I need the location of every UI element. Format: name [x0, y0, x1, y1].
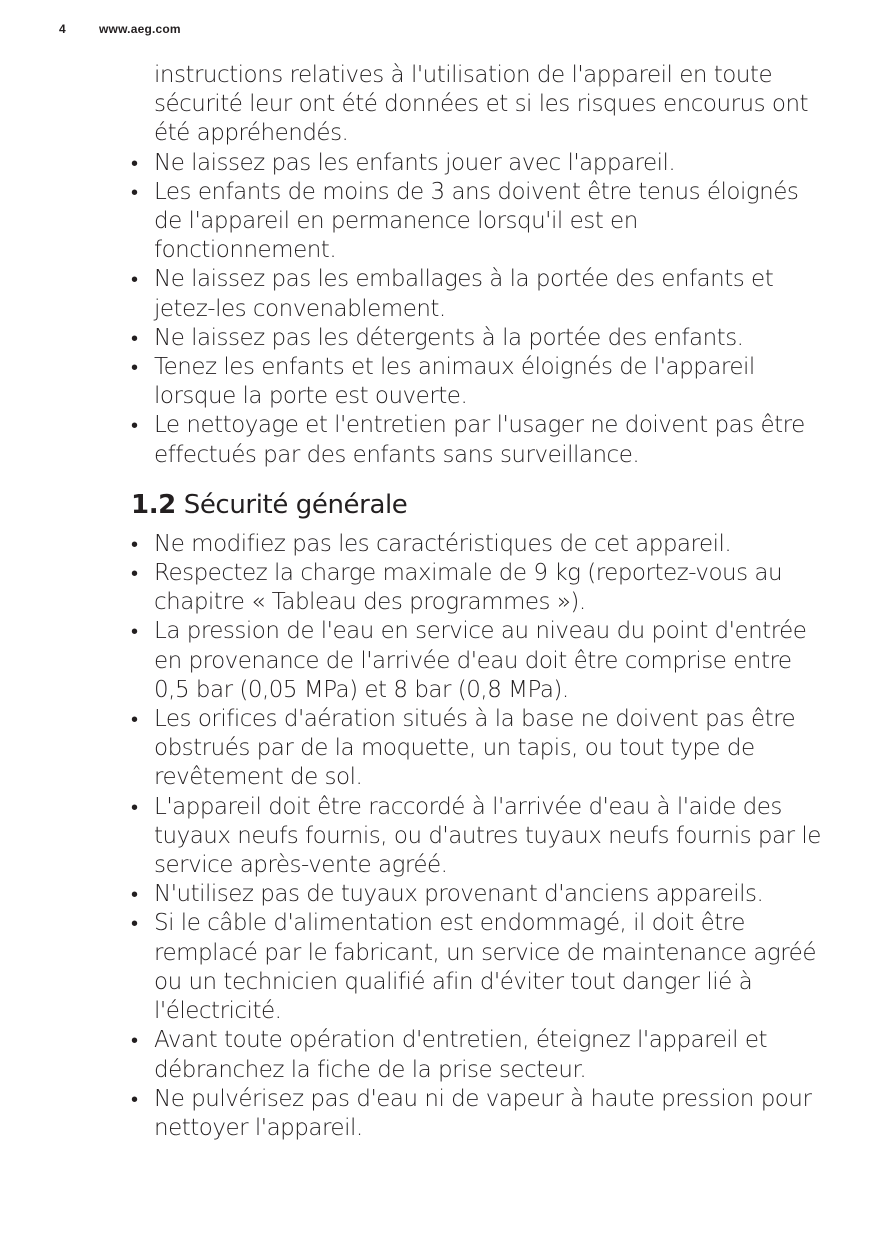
list-item: • Si le câble d'alimentation est endommagé, il doit être remplacé par le fabricant, un service de maintenance agréé ou un technicien qualifié afin d'éviter tout danger lié à l'électricité.	[131, 909, 821, 1026]
list-item: • Avant toute opération d'entretien, éteignez l'appareil et débranchez la fiche de la prise secteur.	[131, 1026, 821, 1084]
page-header	[59, 22, 181, 36]
list-item: • L'appareil doit être raccordé à l'arrivée d'eau à l'aide des tuyaux neufs fournis, ou d'autres tuyaux neufs fournis par le service après-vente agréé.	[131, 793, 821, 881]
list-item: • Ne modifiez pas les caractéristiques de cet appareil.	[131, 530, 821, 559]
section-heading	[131, 488, 821, 522]
list-item: • Ne laissez pas les enfants jouer avec l'appareil.	[131, 149, 821, 178]
list-item: • Tenez les enfants et les animaux éloignés de l'appareil lorsque la porte est ouverte.	[131, 353, 821, 411]
section-number: 1.2	[131, 489, 176, 520]
list-item: • N'utilisez pas de tuyaux provenant d'anciens appareils.	[131, 880, 821, 909]
document-body	[131, 61, 821, 1143]
section-title: Sécurité générale	[183, 489, 408, 520]
list-item: • Ne laissez pas les emballages à la portée des enfants et jetez-les convenablement.	[131, 265, 821, 323]
list-item: • Les enfants de moins de 3 ans doivent être tenus éloignés de l'appareil en permanence lorsqu'il est en fonctionnement.	[131, 178, 821, 266]
list-item: • Ne pulvérisez pas d'eau ni de vapeur à haute pression pour nettoyer l'appareil.	[131, 1085, 821, 1143]
list-item: • Les orifices d'aération situés à la base ne doivent pas être obstrués par de la moquette, un tapis, ou tout type de revêtement de sol.	[131, 705, 821, 793]
website-url[interactable]: www.aeg.com	[99, 22, 181, 36]
general-safety-list	[131, 530, 821, 1143]
list-item: • Respectez la charge maximale de 9 kg (reportez-vous au chapitre « Tableau des programmes »).	[131, 559, 821, 617]
intro-continuation: instructions relatives à l'utilisation de l'appareil en toute sécurité leur ont été données et si les risques encourus ont été appréhendés.	[154, 62, 809, 147]
list-item: • Ne laissez pas les détergents à la portée des enfants.	[131, 324, 821, 353]
list-item: • Le nettoyage et l'entretien par l'usager ne doivent pas être effectués par des enfants sans surveillance.	[131, 411, 821, 469]
list-item: • La pression de l'eau en service au niveau du point d'entrée en provenance de l'arrivée d'eau doit être comprise entre 0,5 bar (0,05 MPa) et 8 bar (0,8 MPa).	[131, 617, 821, 705]
page-number: 4	[59, 22, 66, 36]
children-safety-list	[131, 149, 821, 470]
